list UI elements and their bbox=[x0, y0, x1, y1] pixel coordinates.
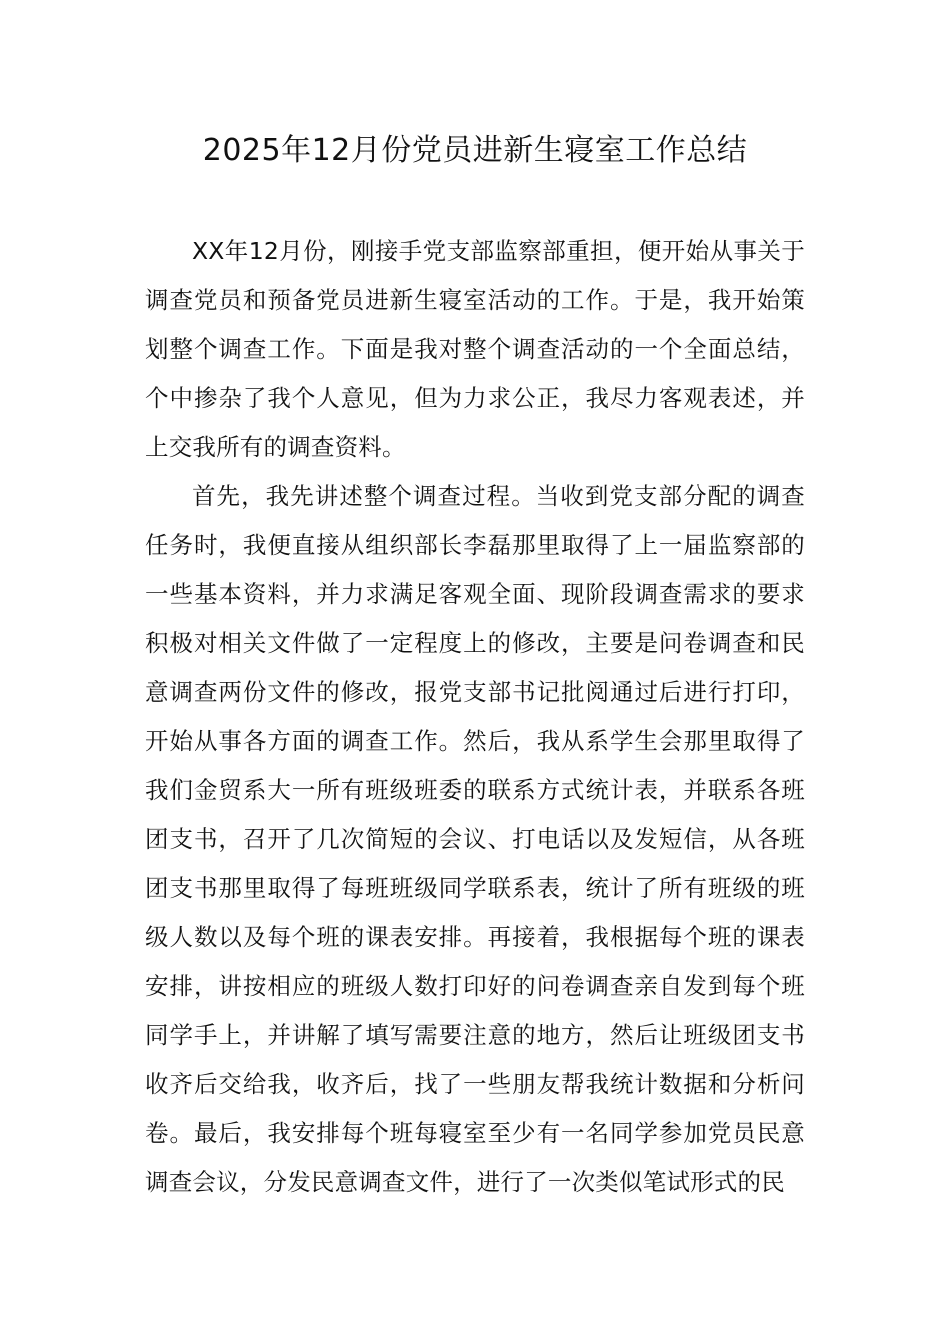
document-body bbox=[145, 227, 805, 1207]
paragraph-intro: XX年12月份，刚接手党支部监察部重担，便开始从事关于调查党员和预备党员进新生寝室活动的工作。于是，我开始策划整个调查工作。下面是我对整个调查活动的一个全面总结，个中掺杂了我个人意见，但为力求公正，我尽力客观表述，并上交我所有的调查资料。 bbox=[145, 237, 805, 461]
paragraph-process: 首先，我先讲述整个调查过程。当收到党支部分配的调查任务时，我便直接从组织部长李磊那里取得了上一届监察部的一些基本资料，并力求满足客观全面、现阶段调查需求的要求积极对相关文件做了一定程度上的修改，主要是问卷调查和民意调查两份文件的修改，报党支部书记批阅通过后进行打印，开始从事各方面的调查工作。然后，我从系学生会那里取得了我们金贸系大一所有班级班委的联系方式统计表，并联系各班团支书，召开了几次简短的会议、打电话以及发短信，从各班团支书那里取得了每班班级同学联系表，统计了所有班级的班级人数以及每个班的课表安排。再接着，我根据每个班的课表安排，讲按相应的班级人数打印好的问卷调查亲自发到每个班同学手上，并讲解了填写需要注意的地方，然后让班级团支书收齐后交给我，收齐后，找了一些朋友帮我统计数据和分析问卷。最后，我安排每个班每寝室至少有一名同学参加党员民意调查会议，分发民意调查文件，进行了一次类似笔试形式的民 bbox=[145, 482, 805, 1196]
document-title: 2025年12月份党员进新生寝室工作总结 bbox=[202, 133, 748, 168]
